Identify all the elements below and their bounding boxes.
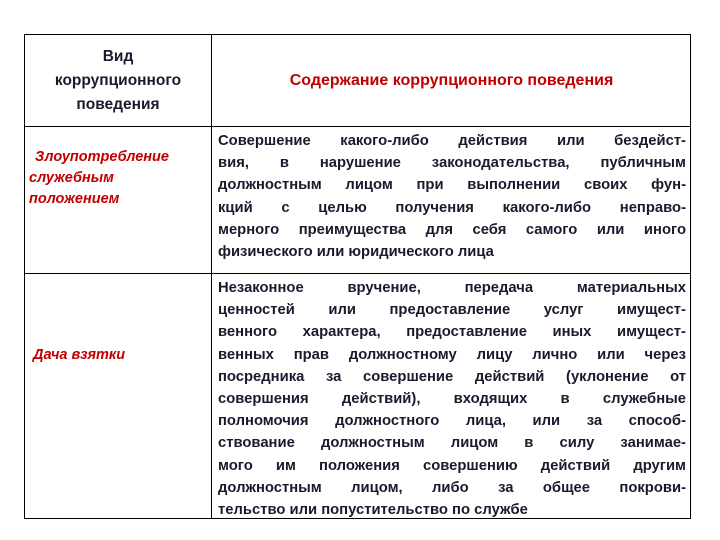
description-line: мерного преимущества для себя самого или иного — [218, 221, 686, 238]
header-type-cell — [25, 35, 211, 126]
row-abuse-label — [29, 147, 211, 210]
row-label-line: служебным — [29, 170, 114, 186]
row-label-line: Злоупотребление — [35, 149, 169, 165]
header-content-label: Содержание коррупционного поведения — [289, 71, 614, 89]
description-line: Незаконное вручение, передача материальных — [218, 280, 686, 296]
description-line: физического или юридического лица — [218, 244, 494, 261]
corruption-table — [24, 34, 691, 519]
row-divider — [25, 273, 690, 274]
description-line: ценностей или предоставление услуг имущест- — [218, 302, 686, 319]
description-line: должностным лицом при выполнении своих фун- — [218, 177, 686, 194]
description-line: Совершение какого-либо действия или бездейст- — [218, 133, 686, 149]
header-type-line: коррупционного — [54, 71, 182, 89]
row-label-line: положением — [29, 191, 120, 207]
header-content-cell — [212, 35, 691, 126]
description-line: венных прав должностному лицу лично или через — [218, 346, 686, 363]
description-line: полномочия должностного лица, или за способ- — [218, 413, 686, 430]
row-bribe-label — [33, 345, 209, 366]
row-label-line: Дача взятки — [33, 347, 126, 363]
row-bribe-description — [218, 277, 686, 521]
description-line: вия, в нарушение законодательства, публичным — [218, 155, 686, 172]
description-line: должностным лицом, либо за общее покрови- — [218, 479, 686, 496]
description-line: венного характера, предоставление иных имущест- — [218, 324, 686, 341]
header-divider — [25, 126, 690, 127]
description-line: ствование должностным лицом в силу занимае- — [218, 435, 686, 452]
description-line: совершения действий), входящих в служебные — [218, 391, 686, 408]
description-line: тельство или попустительство по службе — [218, 502, 528, 519]
description-line: мого им положения совершению действий другим — [218, 457, 686, 474]
description-line: посредника за совершение действий (уклонение от — [218, 368, 686, 385]
header-type-line: поведения — [76, 95, 160, 113]
description-line: кций с целью получения какого-либо неправо- — [218, 199, 686, 216]
header-type-line: Вид — [102, 47, 134, 65]
row-abuse-description — [218, 130, 686, 263]
